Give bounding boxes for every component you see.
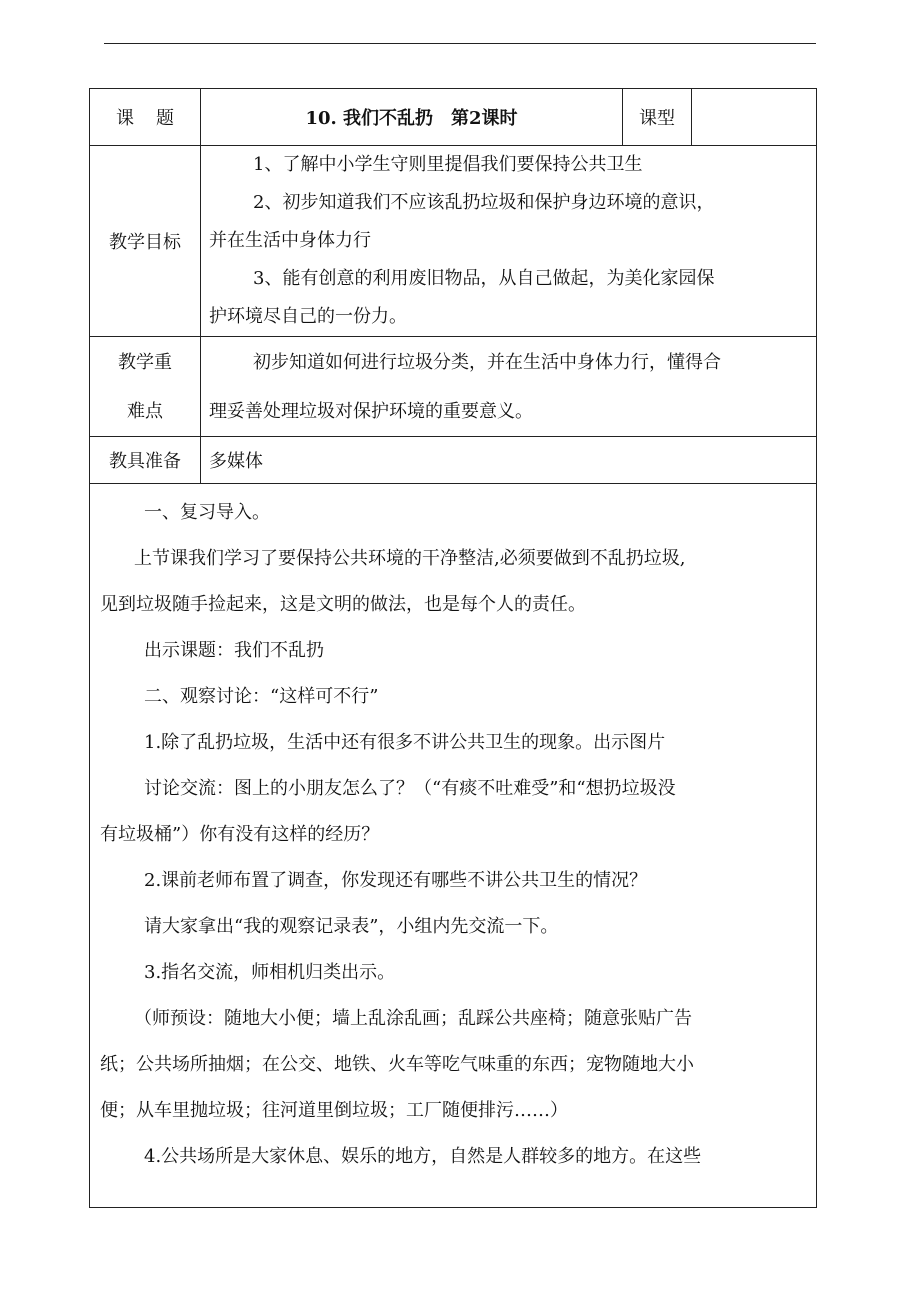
- key-points-label-line1: 教学重: [118, 351, 172, 373]
- procedure-line: 请大家拿出“我的观察记录表”，小组内先交流一下。: [144, 916, 559, 937]
- procedure-row: [90, 484, 817, 1208]
- procedure-line: 纸；公共场所抽烟；在公交、地铁、火车等吃气味重的东西；宠物随地大小: [100, 1054, 694, 1075]
- goals-label: 教学目标: [90, 146, 201, 337]
- goal-item: 3、能有创意的利用废旧物品，从自己做起，为美化家园保: [253, 268, 715, 289]
- procedure-line: 一、复习导入。: [144, 502, 270, 523]
- procedure-line: 便；从车里抛垃圾；往河道里倒垃圾；工厂随便排污……）: [100, 1100, 568, 1121]
- key-points-label: [90, 337, 201, 437]
- prep-value: 多媒体: [201, 437, 817, 484]
- procedure-line: 2.课前老师布置了调查，你发现还有哪些不讲公共卫生的情况？: [144, 870, 648, 891]
- procedure-line: （师预设：随地大小便；墙上乱涂乱画；乱踩公共座椅；随意张贴广告: [134, 1008, 692, 1029]
- procedure-line: 见到垃圾随手捡起来，这是文明的做法，也是每个人的责任。: [100, 594, 586, 615]
- procedure-content: [90, 484, 817, 1208]
- key-points-label-line2: 难点: [127, 400, 163, 422]
- procedure-line: 二、观察讨论：“这样可不行”: [144, 686, 379, 707]
- procedure-line: 上节课我们学习了要保持公共环境的干净整洁,必须要做到不乱扔垃圾,: [134, 548, 686, 569]
- procedure-line: 1.除了乱扔垃圾，生活中还有很多不讲公共卫生的现象。出示图片: [144, 732, 666, 753]
- key-points-line1: 初步知道如何进行垃圾分类，并在生活中身体力行，懂得合: [253, 351, 721, 373]
- goal-item: 1、了解中小学生守则里提倡我们要保持公共卫生: [253, 154, 643, 175]
- procedure-line: 有垃圾桶”）你有没有这样的经历？: [100, 824, 380, 845]
- lesson-title: 10. 我们不乱扔 第2课时: [201, 89, 623, 146]
- procedure-line: 4.公共场所是大家休息、娱乐的地方，自然是人群较多的地方。在这些: [144, 1146, 702, 1167]
- goals-row: [90, 146, 817, 337]
- lesson-plan-table: [89, 88, 817, 1208]
- procedure-line: 出示课题：我们不乱扔: [144, 640, 324, 661]
- prep-label: 教具准备: [90, 437, 201, 484]
- lesson-type-value: [692, 89, 817, 146]
- goal-item-continued: 护环境尽自己的一份力。: [209, 306, 407, 327]
- key-points-row: [90, 337, 817, 437]
- title-row: [90, 89, 817, 146]
- lesson-type-label: 课型: [623, 89, 692, 146]
- goal-item: 2、初步知道我们不应该乱扔垃圾和保护身边环境的意识，: [253, 192, 715, 213]
- header-rule: [104, 43, 816, 44]
- procedure-line: 讨论交流：图上的小朋友怎么了？（“有痰不吐难受”和“想扔垃圾没: [144, 778, 676, 799]
- procedure-line: 3.指名交流，师相机归类出示。: [144, 962, 396, 983]
- goals-content: [201, 146, 817, 337]
- key-points-line2: 理妥善处理垃圾对保护环境的重要意义。: [209, 400, 533, 422]
- prep-row: [90, 437, 817, 484]
- goal-item-continued: 并在生活中身体力行: [209, 230, 371, 251]
- key-points-content: [201, 337, 817, 437]
- topic-label: 课题: [90, 89, 201, 146]
